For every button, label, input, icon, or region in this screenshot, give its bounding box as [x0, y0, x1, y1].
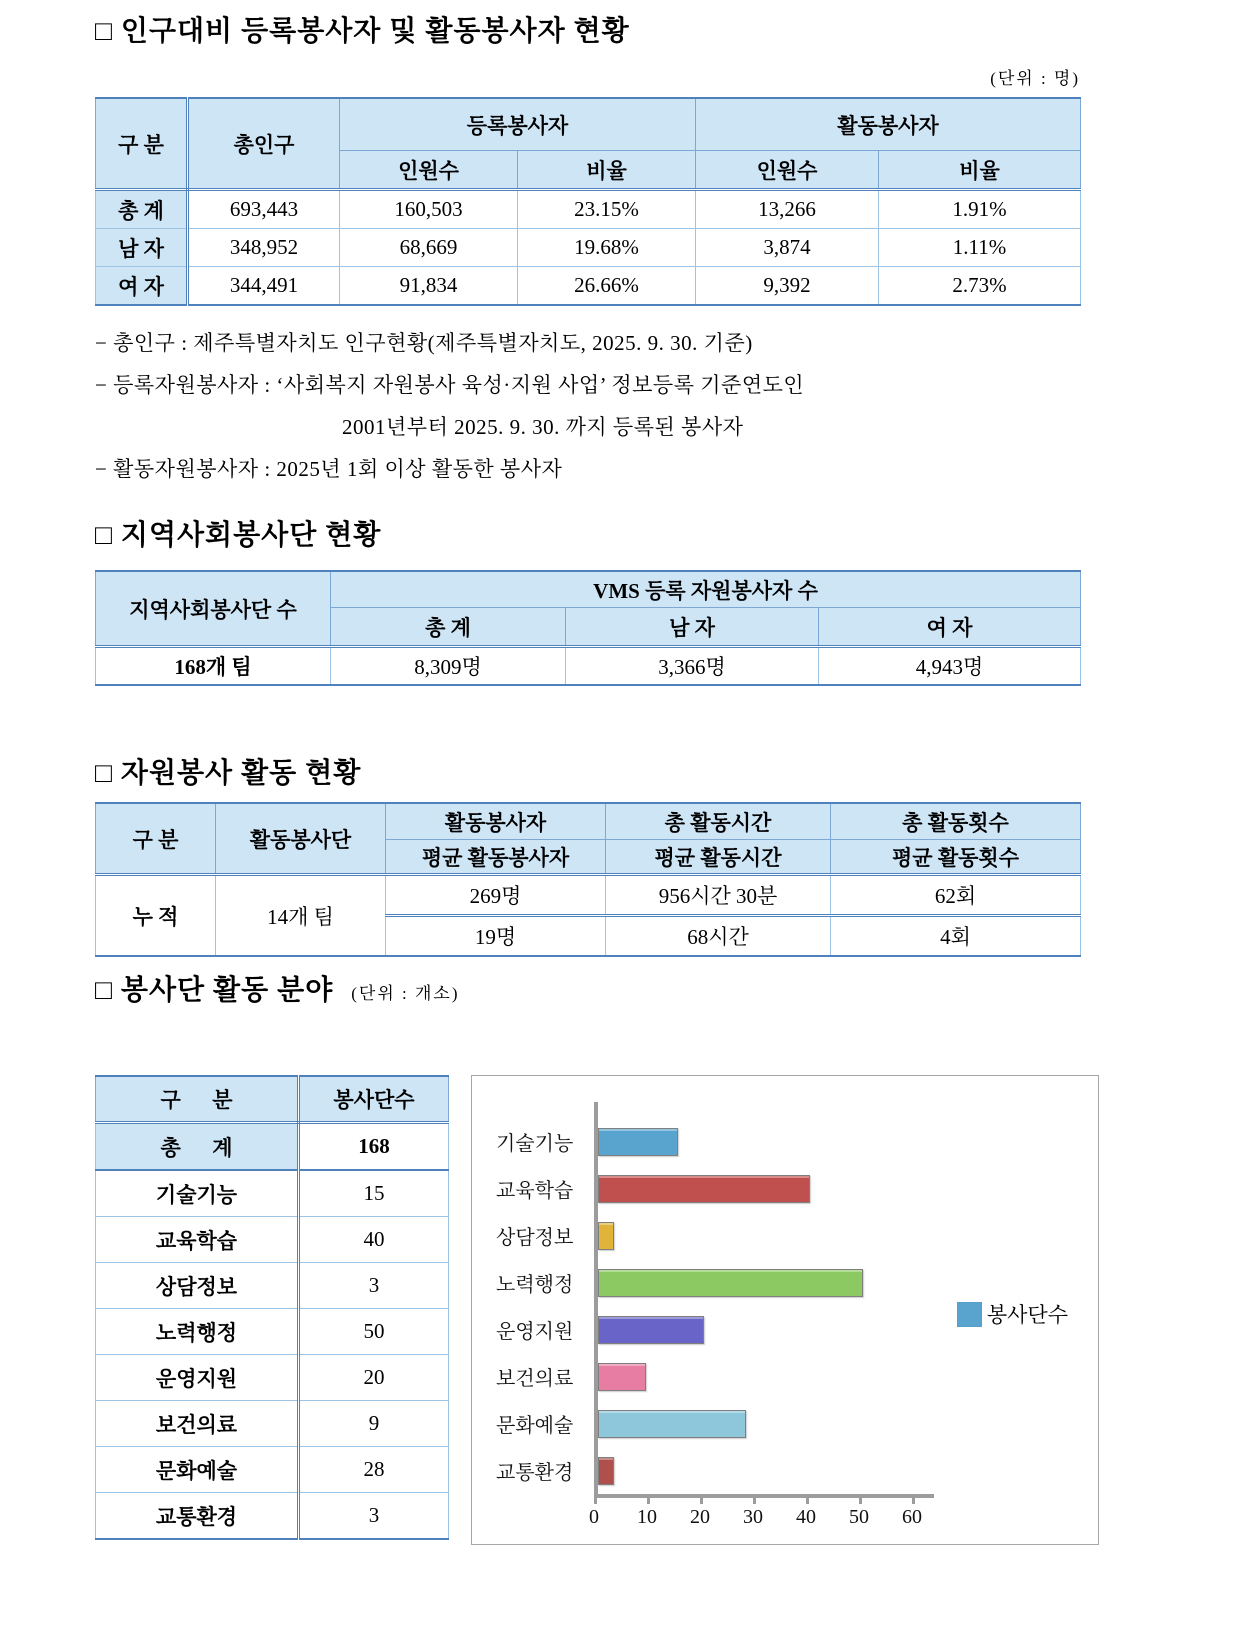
chart-category-label: 상담정보 — [496, 1227, 574, 1249]
t3-header-hours: 총 활동시간 — [606, 803, 831, 840]
x-tick-label: 60 — [902, 1506, 922, 1528]
t3-row-label: 누 적 — [96, 875, 216, 957]
chart-row — [496, 1165, 1028, 1212]
t4-category: 문화예술 — [96, 1447, 299, 1493]
legend-label: 봉사단수 — [986, 1304, 1068, 1327]
t1-cell: 160,503 — [340, 190, 518, 229]
t1-header-count-reg: 인원수 — [340, 151, 518, 190]
t4-value: 20 — [299, 1355, 449, 1401]
chart-category-label: 운영지원 — [496, 1321, 574, 1343]
t4-value: 9 — [299, 1401, 449, 1447]
t1-header-ratio-act: 비율 — [879, 151, 1081, 190]
bottom-section — [95, 1075, 1241, 1545]
t2-header-total: 총 계 — [331, 608, 566, 647]
footnote: 2001년부터 2025. 9. 30. 까지 등록된 봉사자 — [342, 415, 744, 439]
section4-unit-note: (단위 : 개소) — [351, 984, 460, 1003]
t1-header-active: 활동봉사자 — [696, 98, 1081, 151]
t3-team-count: 14개 팀 — [216, 875, 386, 957]
chart-category-label: 교통환경 — [496, 1462, 574, 1484]
chart-bar-문화예술 — [598, 1410, 746, 1438]
t3-header-volunteers: 활동봉사자 — [386, 803, 606, 840]
t4-total-value: 168 — [299, 1123, 449, 1171]
x-tick-label: 0 — [589, 1506, 599, 1528]
t2-cell: 4,943명 — [819, 647, 1081, 686]
t4-category: 기술기능 — [96, 1170, 299, 1217]
t1-cell: 19.68% — [518, 229, 696, 267]
chart-legend — [957, 1299, 1068, 1329]
t3-cell: 68시간 — [606, 916, 831, 957]
t3-header-avg-hours: 평균 활동시간 — [606, 840, 831, 875]
footnotes — [95, 322, 1241, 490]
legend-swatch — [957, 1302, 982, 1327]
t1-cell: 344,491 — [188, 267, 340, 306]
bar-chart — [471, 1075, 1099, 1545]
t1-cell: 3,874 — [696, 229, 879, 267]
t1-header-gubun: 구 분 — [96, 98, 188, 190]
t2-cell: 8,309명 — [331, 647, 566, 686]
section2-title: □ 지역사회봉사단 현황 — [95, 520, 382, 551]
chart-row — [496, 1353, 1028, 1400]
t4-value: 3 — [299, 1493, 449, 1540]
t3-header-team: 활동봉사단 — [216, 803, 386, 875]
t3-header-gubun: 구 분 — [96, 803, 216, 875]
chart-bar-보건의료 — [598, 1363, 646, 1391]
t1-row-label: 남 자 — [96, 229, 188, 267]
chart-bar-교통환경 — [598, 1457, 614, 1485]
activity-status-table — [95, 802, 1081, 957]
t4-value: 40 — [299, 1217, 449, 1263]
chart-bar-기술기능 — [598, 1128, 678, 1156]
t4-category: 교육학습 — [96, 1217, 299, 1263]
t4-header-gubun: 구 분 — [96, 1076, 299, 1123]
t1-header-ratio-reg: 비율 — [518, 151, 696, 190]
t1-cell: 2.73% — [879, 267, 1081, 306]
t3-header-avg-times: 평균 활동횟수 — [831, 840, 1081, 875]
t1-cell: 68,669 — [340, 229, 518, 267]
t1-cell: 693,443 — [188, 190, 340, 229]
chart-bar-노력행정 — [598, 1269, 863, 1297]
t3-cell: 62회 — [831, 875, 1081, 916]
t4-value: 3 — [299, 1263, 449, 1309]
t1-cell: 1.91% — [879, 190, 1081, 229]
section3-title: □ 자원봉사 활동 현황 — [95, 758, 362, 789]
t2-header-vms-group: VMS 등록 자원봉사자 수 — [331, 571, 1081, 608]
chart-row — [496, 1118, 1028, 1165]
t1-cell: 9,392 — [696, 267, 879, 306]
t4-value: 28 — [299, 1447, 449, 1493]
t1-row-label: 여 자 — [96, 267, 188, 306]
community-team-table — [95, 570, 1081, 686]
t3-cell: 269명 — [386, 875, 606, 916]
section1-unit-note: (단위 : 명) — [990, 69, 1080, 88]
t2-team-count: 168개 팀 — [96, 647, 331, 686]
t3-cell: 19명 — [386, 916, 606, 957]
chart-category-label: 기술기능 — [496, 1133, 574, 1155]
t3-header-times: 총 활동횟수 — [831, 803, 1081, 840]
chart-bar-교육학습 — [598, 1175, 810, 1203]
t3-cell: 4회 — [831, 916, 1081, 957]
t2-cell: 3,366명 — [566, 647, 819, 686]
t4-category: 보건의료 — [96, 1401, 299, 1447]
t4-category: 교통환경 — [96, 1493, 299, 1540]
x-tick-label: 40 — [796, 1506, 816, 1528]
t4-category: 상담정보 — [96, 1263, 299, 1309]
t1-cell: 348,952 — [188, 229, 340, 267]
t1-cell: 23.15% — [518, 190, 696, 229]
t4-category: 운영지원 — [96, 1355, 299, 1401]
chart-category-label: 교육학습 — [496, 1180, 574, 1202]
section4-title: □ 봉사단 활동 분야 — [95, 975, 334, 1006]
footnote: − 총인구 : 제주특별자치도 인구현황(제주특별자치도, 2025. 9. 30. 기준) — [95, 331, 753, 355]
t4-header-count: 봉사단수 — [299, 1076, 449, 1123]
field-count-table — [95, 1075, 449, 1540]
t2-header-female: 여 자 — [819, 608, 1081, 647]
chart-plot-area — [496, 1102, 1028, 1494]
x-tick-label: 20 — [690, 1506, 710, 1528]
t1-cell: 26.66% — [518, 267, 696, 306]
t2-header-male: 남 자 — [566, 608, 819, 647]
t4-value: 15 — [299, 1170, 449, 1217]
chart-bar-상담정보 — [598, 1222, 614, 1250]
t1-cell: 1.11% — [879, 229, 1081, 267]
chart-row — [496, 1212, 1028, 1259]
chart-category-label: 문화예술 — [496, 1415, 574, 1437]
chart-x-tick-labels — [589, 1498, 1098, 1532]
t1-header-total-pop: 총인구 — [188, 98, 340, 190]
chart-category-label: 노력행정 — [496, 1274, 574, 1296]
t3-header-avg-volunteers: 평균 활동봉사자 — [386, 840, 606, 875]
footnote: − 활동자원봉사자 : 2025년 1회 이상 활동한 봉사자 — [95, 457, 563, 481]
t1-header-registered: 등록봉사자 — [340, 98, 696, 151]
t1-row-label: 총 계 — [96, 190, 188, 229]
x-tick-label: 50 — [849, 1506, 869, 1528]
t4-total-label: 총 계 — [96, 1123, 299, 1171]
t4-value: 50 — [299, 1309, 449, 1355]
footnote: − 등록자원봉사자 : ‘사회복지 자원봉사 육성·지원 사업’ 정보등록 기준연도인 — [95, 373, 805, 397]
t1-cell: 13,266 — [696, 190, 879, 229]
t4-category: 노력행정 — [96, 1309, 299, 1355]
t1-cell: 91,834 — [340, 267, 518, 306]
population-volunteer-table — [95, 97, 1081, 306]
t2-header-team-count: 지역사회봉사단 수 — [96, 571, 331, 647]
chart-category-label: 보건의료 — [496, 1368, 574, 1390]
chart-bar-운영지원 — [598, 1316, 704, 1344]
chart-row — [496, 1447, 1028, 1494]
x-tick-label: 10 — [637, 1506, 657, 1528]
section1-title: □ 인구대비 등록봉사자 및 활동봉사자 현황 — [95, 16, 630, 47]
x-tick-label: 30 — [743, 1506, 763, 1528]
chart-row — [496, 1400, 1028, 1447]
t1-header-count-act: 인원수 — [696, 151, 879, 190]
t3-cell: 956시간 30분 — [606, 875, 831, 916]
